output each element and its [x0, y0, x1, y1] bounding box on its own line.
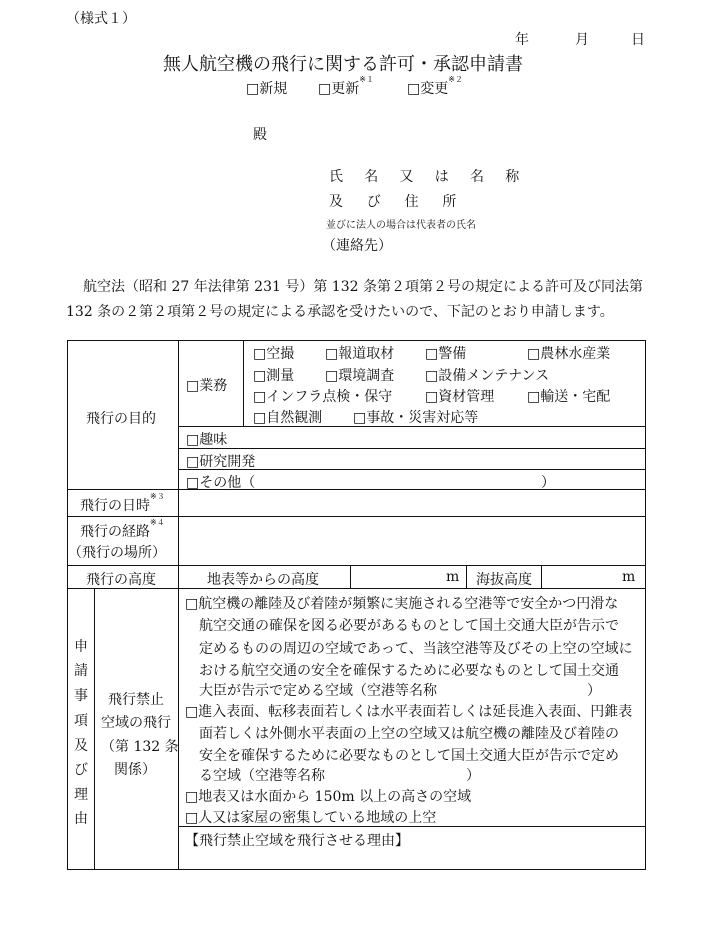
route-label-text: 飛行の経路 [80, 524, 150, 540]
business-maintenance-checkbox[interactable]: □設備メンテナンス [425, 368, 550, 384]
reason-char: 事 [74, 688, 88, 704]
date-month-label: 月 [575, 32, 589, 48]
application-type-renewal[interactable] [318, 75, 374, 98]
nofly-item1-line: □航空機の離陸及び着陸が頻繁に実施される空港等で安全かつ円滑な [185, 596, 619, 612]
reason-char: 申 [74, 639, 88, 655]
ground-altitude-label: 地表等からの高度 [207, 572, 319, 588]
route-label [80, 518, 165, 541]
nofly-150m-checkbox[interactable]: □地表又は水面から 150m 以上の高さの空域 [185, 789, 472, 805]
type-change-note: ※２ [448, 75, 463, 84]
sea-altitude-unit: m [622, 569, 636, 585]
reason-char: 項 [74, 713, 88, 729]
business-infrastructure-checkbox[interactable]: □インフラ点検・保守 [253, 389, 393, 405]
business-environment-checkbox[interactable]: □環境調査 [325, 368, 395, 384]
type-renewal-note: ※１ [359, 75, 374, 84]
business-materials-checkbox[interactable]: □資材管理 [425, 389, 495, 405]
application-type-new[interactable] [246, 78, 287, 98]
date-day-label: 日 [631, 32, 645, 48]
nofly-item2-line: 面若しくは外側水平表面の上空の空域又は航空機の離陸及び着陸の [199, 726, 619, 742]
nofly-item2-line: □進入表面、転移表面若しくは水平表面若しくは延長進入表面、円錐表 [185, 704, 633, 720]
nofly-label-line: 空域の飛行 [101, 715, 171, 731]
nofly-item1-line: 航空交通の確保を図る必要があるものとして国土交通大臣が告示で [199, 618, 619, 634]
nofly-item2-line: る空域（空港等名称 [199, 768, 325, 784]
reason-char: 由 [74, 811, 88, 827]
reason-char: び [74, 762, 88, 778]
nofly-label-line: （第 132 条 [101, 739, 179, 755]
nofly-item1-line: おける航空交通の安全を確保するために必要なものとして国土交通 [199, 663, 619, 679]
type-new-label: □新規 [246, 81, 288, 97]
intro-line-2: 132 条の２第２項第２号の規定による承認を受けたいので、下記のとおり申請します。 [66, 304, 614, 320]
nofly-label-line: 飛行禁止 [108, 692, 164, 708]
date-year-label: 年 [515, 32, 529, 48]
nofly-item1-line: 大臣が告示で定める空域（空港等名称 [199, 683, 437, 699]
form-number: （様式１） [66, 11, 136, 27]
datetime-note: ※３ [150, 492, 165, 501]
route-sub-label: （飛行の場所） [68, 545, 166, 561]
intro-line-1: 航空法（昭和 27 年法律第 231 号）第 132 条第２項第２号の規定による許可及び同法第 [83, 279, 643, 295]
purpose-label: 飛行の目的 [86, 411, 156, 427]
nofly-item2-line: 安全を確保するために必要なものとして国土交通大臣が告示で定め [199, 748, 619, 764]
type-renewal-label: □更新 [318, 81, 360, 97]
business-aerial-photo-checkbox[interactable]: □空撮 [253, 346, 295, 362]
sea-altitude-label: 海抜高度 [476, 572, 532, 588]
business-nature-checkbox[interactable]: □自然観測 [253, 410, 323, 426]
datetime-label-text: 飛行の日時 [80, 498, 150, 514]
nofly-dense-area-checkbox[interactable]: □人又は家屋の密集している地域の上空 [185, 810, 437, 826]
applicant-name-label: 氏 名 又 は 名 称 [329, 169, 528, 185]
purpose-business-checkbox[interactable]: □業務 [186, 378, 228, 394]
reason-char: 及 [74, 738, 88, 754]
document-title: 無人航空機の飛行に関する許可・承認申請書 [163, 54, 523, 75]
datetime-label [80, 492, 165, 515]
route-note: ※４ [150, 518, 165, 527]
nofly-label-line: 関係） [114, 762, 156, 778]
business-survey-checkbox[interactable]: □測量 [253, 368, 295, 384]
business-agriculture-checkbox[interactable]: □農林水産業 [527, 346, 611, 362]
type-change-label: □変更 [407, 81, 449, 97]
business-security-checkbox[interactable]: □警備 [425, 346, 467, 362]
purpose-other-close: ） [541, 475, 555, 491]
reason-char: 請 [74, 663, 88, 679]
addressee-suffix: 殿 [253, 127, 267, 143]
purpose-research-checkbox[interactable]: □研究開発 [186, 454, 256, 470]
representative-note: 並びに法人の場合は代表者の氏名 [326, 220, 476, 231]
business-delivery-checkbox[interactable]: □輸送・宅配 [527, 389, 611, 405]
application-type-change[interactable] [407, 75, 463, 98]
nofly-item1-line: 定めるものの周辺の空域であって、当該空港等及びその上空の空域に [199, 641, 633, 657]
altitude-label: 飛行の高度 [86, 572, 156, 588]
nofly-item2-close: ） [466, 768, 480, 784]
ground-altitude-unit: m [446, 569, 460, 585]
contact-label: （連絡先） [322, 238, 392, 254]
reason-char: 理 [74, 787, 88, 803]
business-news-checkbox[interactable]: □報道取材 [325, 346, 395, 362]
purpose-other-checkbox[interactable]: □その他（ [186, 475, 256, 491]
purpose-hobby-checkbox[interactable]: □趣味 [186, 432, 228, 448]
business-disaster-checkbox[interactable]: □事故・災害対応等 [353, 410, 479, 426]
nofly-reason-label: 【飛行禁止空域を飛行させる理由】 [185, 833, 409, 849]
applicant-address-label: 及 び 住 所 [329, 194, 462, 210]
nofly-item1-close: ） [587, 683, 601, 699]
